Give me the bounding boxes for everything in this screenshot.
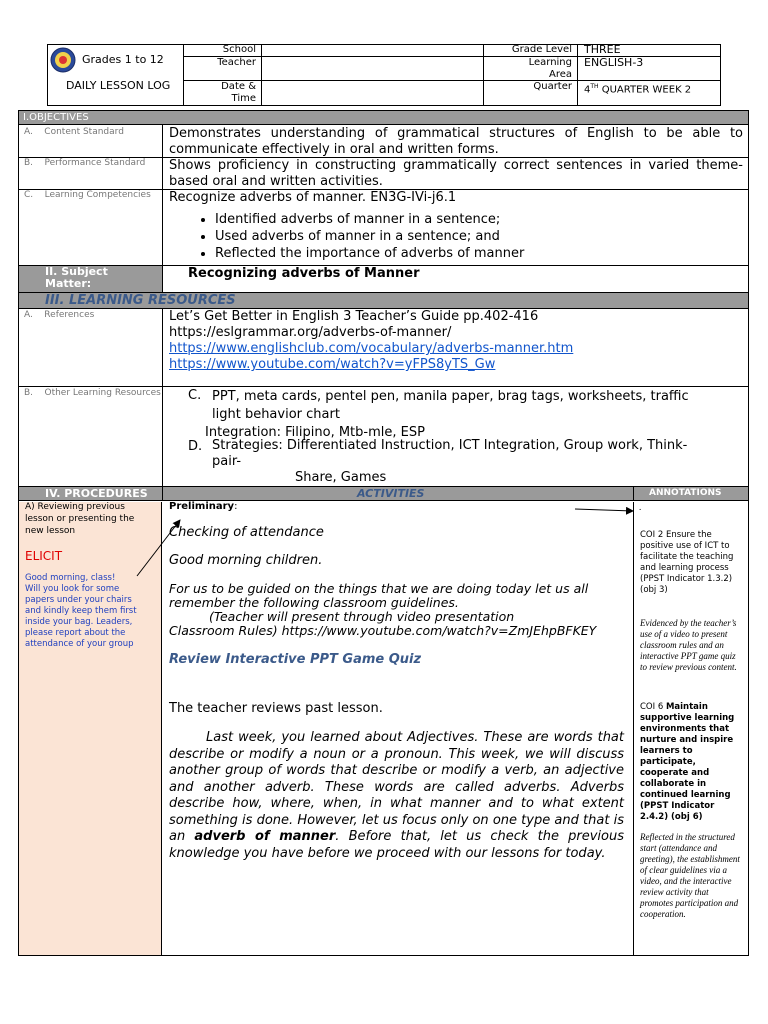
school-field[interactable] [263,44,483,56]
competency-item: • Used adverbs of manner in a sentence; and [215,228,743,245]
teacher-reviews-text: The teacher reviews past lesson. [169,701,383,716]
competency-item: • Identified adverbs of manner in a sentence; [215,211,743,228]
checking-attendance: Checking of attendance [169,525,324,540]
teacher-label: Teacher [217,57,256,68]
greeting-text: Good morning children. [169,553,323,568]
quarter-label: Quarter [533,81,572,92]
performance-standard-label: B. Performance Standard [24,158,146,168]
elicit-label: ELICIT [25,549,63,563]
content-standard-label: A. Content Standard [24,127,124,137]
other-resources-d-marker: D. [188,439,203,454]
resources-heading: III. LEARNING RESOURCES [19,292,748,309]
learning-competencies-text: Recognize adverbs of manner. EN3G-IVi-j6.1 [169,190,457,205]
quarter-value: 4TH QUARTER WEEK 2 [584,83,692,96]
other-resources-label: B. Other Learning Resources [24,388,161,398]
classroom-rules-link[interactable]: Classroom Rules) https://www.youtube.com/watch?v=ZmJEhpBFKEY [169,623,597,638]
subject-matter-value: Recognizing adverbs of Manner [188,266,420,281]
competency-list [169,211,743,262]
header-title-line1: Grades 1 to 12 [82,53,164,66]
reference-1: Let’s Get Better in English 3 Teacher’s Guide pp.402-416 [169,309,539,324]
other-resources-c-marker: C. [188,388,202,403]
annotation-coi-2: COI 2 Ensure the positive use of ICT to facilitate the teaching and learning process (PPST Indicator 1.3.2) (obj 3) [640,530,734,595]
area-value: ENGLISH-3 [584,56,644,69]
left-teacher-note: Good morning, class! Will you look for some papers under your chairs and kindly keep them first inside your bag. Leaders, please report about the attendance of your group [25,573,137,649]
area-label: Learning Area [528,57,572,80]
integration-text: Integration: Filipino, Mtb-mle, ESP [205,425,425,440]
grade-label: Grade Level [511,44,572,55]
teacher-field[interactable] [263,57,483,80]
reference-link-youtube[interactable]: https://www.youtube.com/watch?v=yFPS8yTS_Gw [169,357,496,372]
header-title-line2: DAILY LESSON LOG [66,79,171,92]
review-quiz-title: Review Interactive PPT Game Quiz [169,652,422,667]
reference-2: https://eslgrammar.org/adverbs-of-manner/ [169,325,452,340]
learning-competencies-label: C. Learning Competencies [24,190,151,200]
subject-matter-label-cell: II. Subject Matter: [19,266,162,292]
annotation-dot: . [639,502,642,512]
strategies-text: Strategies: Differentiated Instruction, ICT Integration, Group work, Think- pair- [212,438,688,469]
references-label: A. References [24,310,95,320]
procedure-step-label: A) Reviewing previous lesson or presenting the new lesson [25,502,135,536]
objectives-heading: I.OBJECTIVES [19,111,748,125]
preliminary-label: Preliminary: [169,501,238,512]
annotation-evidence-1: Evidenced by the teacher’s use of a video to present classroom rules and an interactive PPT game quiz to review previous content. [640,618,737,672]
performance-standard-text: Shows proficiency in constructing grammatically correct sentences in varied theme-based oral and written activities. [169,158,743,189]
other-resources-c-text: PPT, meta cards, pentel pen, manila paper, brag tags, worksheets, traffic light behavior chart [212,389,689,422]
school-label: School [222,44,256,55]
annotation-evidence-2: Reflected in the structured start (attendance and greeting), the establishment of clear guidelines via a video, and the interactive review activity that promotes participation and cooperation. [640,832,740,919]
procedures-heading: IV. PROCEDURES ACTIVITIES ANNOTATIONS [19,486,748,501]
competency-item: • Reflected the importance of adverbs of manner [215,245,743,262]
grade-value: THREE [584,43,621,56]
date-field[interactable] [263,81,483,106]
content-standard-text: Demonstrates understanding of grammatical structures of English to be able to communicate effectively in oral and written forms. [169,126,743,157]
lesson-paragraph: Last week, you learned about Adjectives. These are words that describe or modify a noun or a pronoun. This week, we will discuss another group of words that describe or modify a verb, an adjective and another adverb. These words are called adverbs. Adverbs describe how, where, when, in what manner and to what extent something is done. However, let us focus only on one type and that is an adverb of manner. Before that, let us check the previous knowledge you have before we proceed with our lessons for today. [169,730,624,861]
annotation-coi-6: COI 6 Maintain supportive learning environments that nurture and inspire learners to participate, cooperate and collaborate in continued learning (PPST Indicator 2.4.2) (obj 6) [640,702,735,822]
guidelines-text: For us to be guided on the things that we are doing today let us all remember the following classroom guidelines. [169,581,589,610]
reference-link-englishclub[interactable]: https://www.englishclub.com/vocabulary/adverbs-manner.htm [169,341,574,356]
video-note: (Teacher will present through video presentation [209,609,515,624]
date-label: Date & Time [221,81,256,104]
strategies-share: Share, Games [295,470,387,485]
